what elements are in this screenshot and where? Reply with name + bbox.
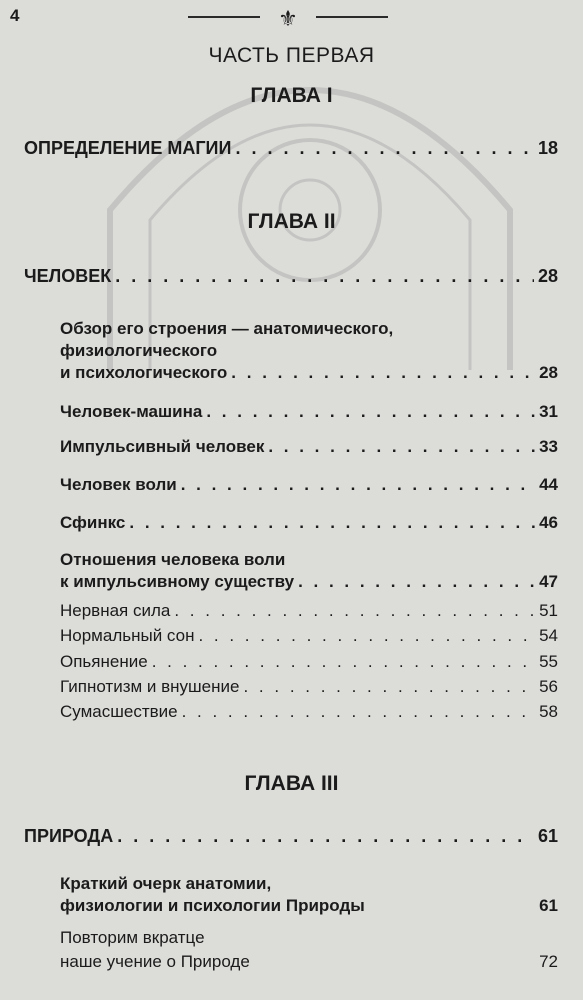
toc-entry-line: Обзор его строения — анатомического, — [60, 319, 394, 338]
chapter-title-2: ГЛАВА II — [247, 210, 336, 233]
toc-entry[interactable] — [60, 952, 558, 972]
dot-leader — [174, 601, 535, 621]
toc-entry-line: Краткий очерк анатомии, — [60, 874, 272, 893]
toc-entry-label: Нервная сила — [60, 601, 171, 620]
toc-page-number: 31 — [539, 402, 558, 421]
toc-entry-line: Отношения человека воли — [60, 550, 286, 569]
toc-page-number: 56 — [539, 677, 558, 696]
toc-entry-label: ОПРЕДЕЛЕНИЕ МАГИИ — [24, 138, 232, 158]
toc-page-number: 28 — [539, 363, 558, 382]
toc-page-number: 61 — [539, 896, 558, 915]
toc-entry-label: к импульсивному существу — [60, 572, 295, 591]
toc-entry[interactable] — [60, 677, 558, 697]
toc-entry[interactable] — [24, 266, 558, 287]
dot-leader — [235, 138, 534, 159]
toc-entry-label: и психологического — [60, 363, 228, 382]
dot-leader — [198, 626, 535, 646]
dot-leader — [298, 572, 535, 592]
toc-page-number: 44 — [539, 475, 558, 494]
toc-entry[interactable] — [60, 475, 558, 495]
dot-leader — [152, 652, 535, 672]
dot-leader — [117, 826, 534, 847]
chapter-title-1: ГЛАВА I — [250, 84, 333, 107]
ornament-line-right — [316, 16, 388, 18]
chapter-title-3: ГЛАВА III — [244, 772, 339, 795]
dot-leader — [115, 266, 534, 287]
toc-entry-label: физиологии и психологии Природы — [60, 896, 365, 915]
dot-leader — [181, 475, 535, 495]
dot-leader — [129, 513, 535, 533]
dot-leader — [231, 363, 535, 383]
toc-entry-label: наше учение о Природе — [60, 952, 250, 971]
toc-entry[interactable] — [24, 138, 558, 159]
toc-entry-line: Повторим вкратце — [60, 928, 205, 947]
toc-entry[interactable] — [60, 702, 558, 722]
dot-leader — [268, 437, 535, 457]
toc-entry[interactable] — [60, 363, 558, 383]
dot-leader — [243, 677, 535, 697]
toc-page-number: 33 — [539, 437, 558, 456]
toc-entry[interactable] — [60, 896, 558, 916]
toc-entry-label: Импульсивный человек — [60, 437, 265, 456]
toc-entry[interactable] — [60, 513, 558, 533]
toc-entry[interactable] — [60, 626, 558, 646]
toc-entry-label: Человек-машина — [60, 402, 203, 421]
toc-page-number: 58 — [539, 702, 558, 721]
toc-entry[interactable] — [60, 601, 558, 621]
toc-entry-label: Опьянение — [60, 652, 148, 671]
toc-entry-label: Нормальный сон — [60, 626, 195, 645]
toc-entry-label: Сфинкс — [60, 513, 126, 532]
fleur-de-lis-icon: ⚜ — [278, 6, 298, 31]
toc-page-number: 54 — [539, 626, 558, 645]
toc-entry[interactable] — [24, 826, 558, 847]
toc-page-number: 18 — [537, 138, 558, 158]
dot-leader — [182, 702, 535, 722]
toc-entry-label: ПРИРОДА — [24, 826, 114, 846]
ornament-line-left — [188, 16, 260, 18]
toc-page-number: 51 — [539, 601, 558, 620]
part-title: ЧАСТЬ ПЕРВАЯ — [208, 44, 375, 67]
toc-page-number: 61 — [537, 826, 558, 846]
toc-entry[interactable] — [60, 572, 558, 592]
toc-entry[interactable] — [60, 402, 558, 422]
page-number: 4 — [10, 6, 20, 25]
dot-leader — [206, 402, 535, 422]
toc-entry-label: Гипнотизм и внушение — [60, 677, 240, 696]
toc-page-number: 28 — [537, 266, 558, 286]
toc-entry-line: физиологического — [60, 341, 218, 360]
toc-entry[interactable] — [60, 437, 558, 457]
toc-entry-label: Человек воли — [60, 475, 177, 494]
toc-page-number: 55 — [539, 652, 558, 671]
toc-entry-label: ЧЕЛОВЕК — [24, 266, 112, 286]
header-ornament — [188, 6, 388, 31]
toc-page-number: 72 — [539, 952, 558, 971]
toc-page-number: 47 — [539, 572, 558, 591]
toc-entry-label: Сумасшествие — [60, 702, 178, 721]
toc-entry[interactable] — [60, 652, 558, 672]
toc-page-number: 46 — [539, 513, 558, 532]
